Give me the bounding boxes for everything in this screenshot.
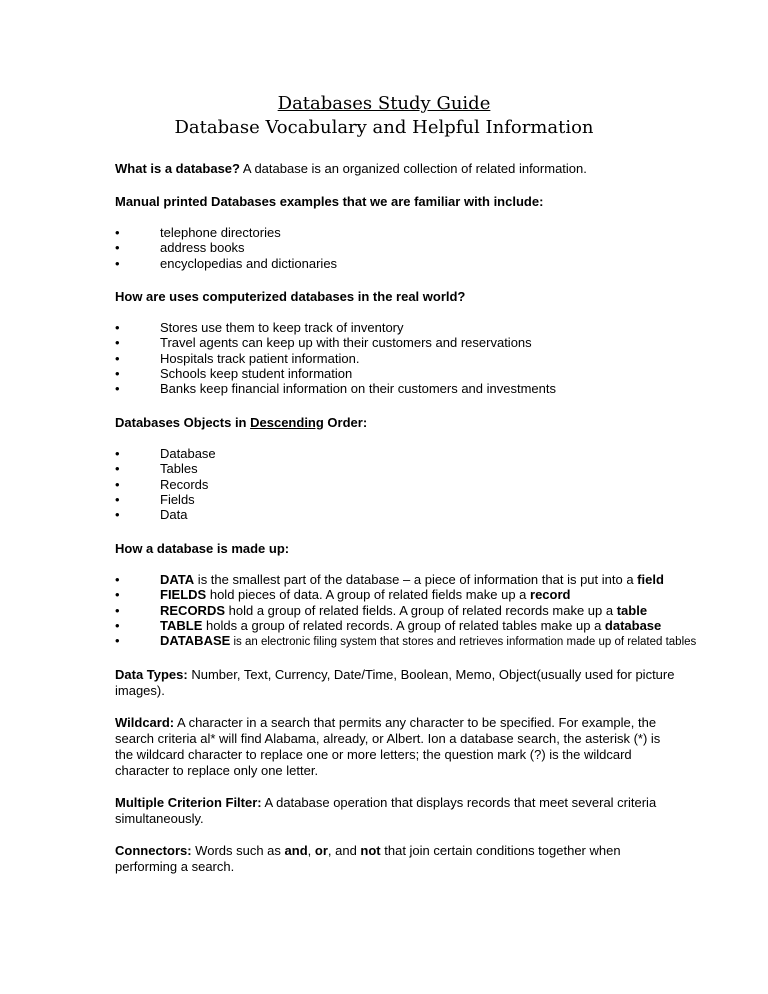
definition: A character in a search that permits any character to be specified. For example, the search criteria al* will find Alabama, already, or Albert. Ion a database search, the asterisk (*) is the wildcard character to replace one or more letters; the question mark (?) is the wildcard character to replace only one letter. (115, 715, 661, 778)
keyword: or (314, 843, 328, 858)
list-item-text: Schools keep student information (160, 365, 353, 381)
bullet-icon: • (115, 491, 120, 507)
bullet-icon: • (115, 476, 120, 492)
data-types (115, 667, 675, 699)
list-item-text: Tables (160, 461, 198, 477)
bullet-icon: • (115, 320, 120, 335)
keyword: and (284, 843, 308, 858)
term: TABLE (160, 617, 203, 633)
list-item (115, 381, 556, 396)
list-item-text: Hospitals track patient information. (160, 350, 360, 366)
term-text: hold pieces of data. A group of related fields make up a (206, 587, 531, 603)
definition: Words such as (191, 843, 285, 858)
term-text: holds a group of related records. A group of related tables make up a (202, 617, 605, 633)
manual-list (115, 225, 337, 271)
separator: , and (327, 843, 361, 858)
bullet-icon: • (115, 507, 120, 523)
list-item-text: Banks keep financial information on their customers and investments (160, 381, 556, 397)
list-item (115, 572, 735, 587)
separator: , (307, 843, 315, 858)
list-item (115, 603, 735, 618)
bullet-icon: • (115, 381, 120, 397)
made-heading: How a database is made up: (115, 541, 290, 556)
bullet-icon: • (115, 240, 120, 256)
heading-part: Databases Objects in (115, 415, 251, 430)
list-item (115, 366, 556, 381)
bullet-icon: • (115, 461, 120, 477)
what-is-database (115, 161, 675, 177)
term: DATABASE (160, 633, 231, 649)
uses-heading: How are uses computerized databases in the real world? (115, 289, 466, 304)
list-item-text: address books (160, 240, 245, 256)
uses-list (115, 320, 556, 396)
objects-list (115, 446, 216, 522)
term-end: database (604, 617, 662, 633)
term-end: table (616, 602, 648, 618)
list-item-text: Travel agents can keep up with their customers and reservations (160, 335, 532, 351)
multiple-criterion-filter (115, 795, 675, 827)
list-item (115, 477, 216, 492)
term: FIELDS (160, 587, 207, 603)
term: DATA (160, 572, 195, 587)
bullet-icon: • (115, 617, 120, 633)
list-item (115, 587, 735, 602)
list-item (115, 351, 556, 366)
definition: A database is an organized collection of related information. (239, 161, 587, 176)
made-list (115, 572, 735, 648)
bullet-icon: • (115, 633, 120, 649)
definition: A database operation that displays records that meet several criteria simultaneously. (115, 795, 657, 826)
list-item-text: encyclopedias and dictionaries (160, 255, 338, 271)
term-text: is an electronic filing system that stores and retrieves information made up of related tables (230, 636, 697, 649)
list-item (115, 225, 337, 240)
connectors (115, 843, 675, 875)
bullet-icon: • (115, 255, 120, 271)
bullet-icon: • (115, 587, 120, 603)
term-label: Data Types: (115, 667, 188, 682)
list-item (115, 633, 735, 648)
list-item (115, 492, 216, 507)
list-item (115, 335, 556, 350)
manual-heading: Manual printed Databases examples that we are familiar with include: (115, 194, 544, 209)
bullet-icon: • (115, 350, 120, 366)
definition: that join certain conditions together when performing a search. (115, 843, 621, 874)
term-end: field (637, 572, 664, 587)
list-item-text: telephone directories (160, 225, 281, 240)
term-label: Connectors: (115, 843, 192, 858)
list-item (115, 446, 216, 461)
term-label: Wildcard: (115, 715, 175, 730)
term-text: hold a group of related fields. A group of related records make up a (225, 602, 617, 618)
term: RECORDS (160, 602, 226, 618)
bullet-icon: • (115, 335, 120, 351)
bullet-icon: • (115, 365, 120, 381)
list-item-text: Database (160, 446, 216, 461)
page-subtitle: Database Vocabulary and Helpful Information (174, 117, 594, 138)
list-item-text: Fields (160, 491, 195, 507)
objects-heading (115, 415, 675, 431)
list-item (115, 507, 216, 522)
list-item (115, 320, 556, 335)
list-item-text: Stores use them to keep track of inventory (160, 320, 404, 335)
definition: Number, Text, Currency, Date/Time, Boolean, Memo, Object(usually used for picture images). (115, 667, 675, 698)
list-item (115, 256, 337, 271)
bullet-icon: • (115, 572, 120, 587)
list-item-text: Records (160, 476, 209, 492)
wildcard (115, 715, 675, 779)
bullet-icon: • (115, 602, 120, 618)
list-item (115, 240, 337, 255)
bullet-icon: • (115, 446, 120, 461)
heading-part: Order: (323, 415, 368, 430)
list-item-text: Data (160, 507, 188, 523)
term-text: is the smallest part of the database – a piece of information that is put into a (194, 572, 638, 587)
list-item (115, 461, 216, 476)
term-label: Multiple Criterion Filter: (115, 795, 262, 810)
page-title: Databases Study Guide (277, 93, 491, 114)
heading-underlined: Descending (250, 415, 324, 430)
term-label: What is a database? (115, 161, 240, 176)
keyword: not (360, 843, 381, 858)
bullet-icon: • (115, 225, 120, 240)
term-end: record (530, 587, 571, 603)
list-item (115, 618, 735, 633)
